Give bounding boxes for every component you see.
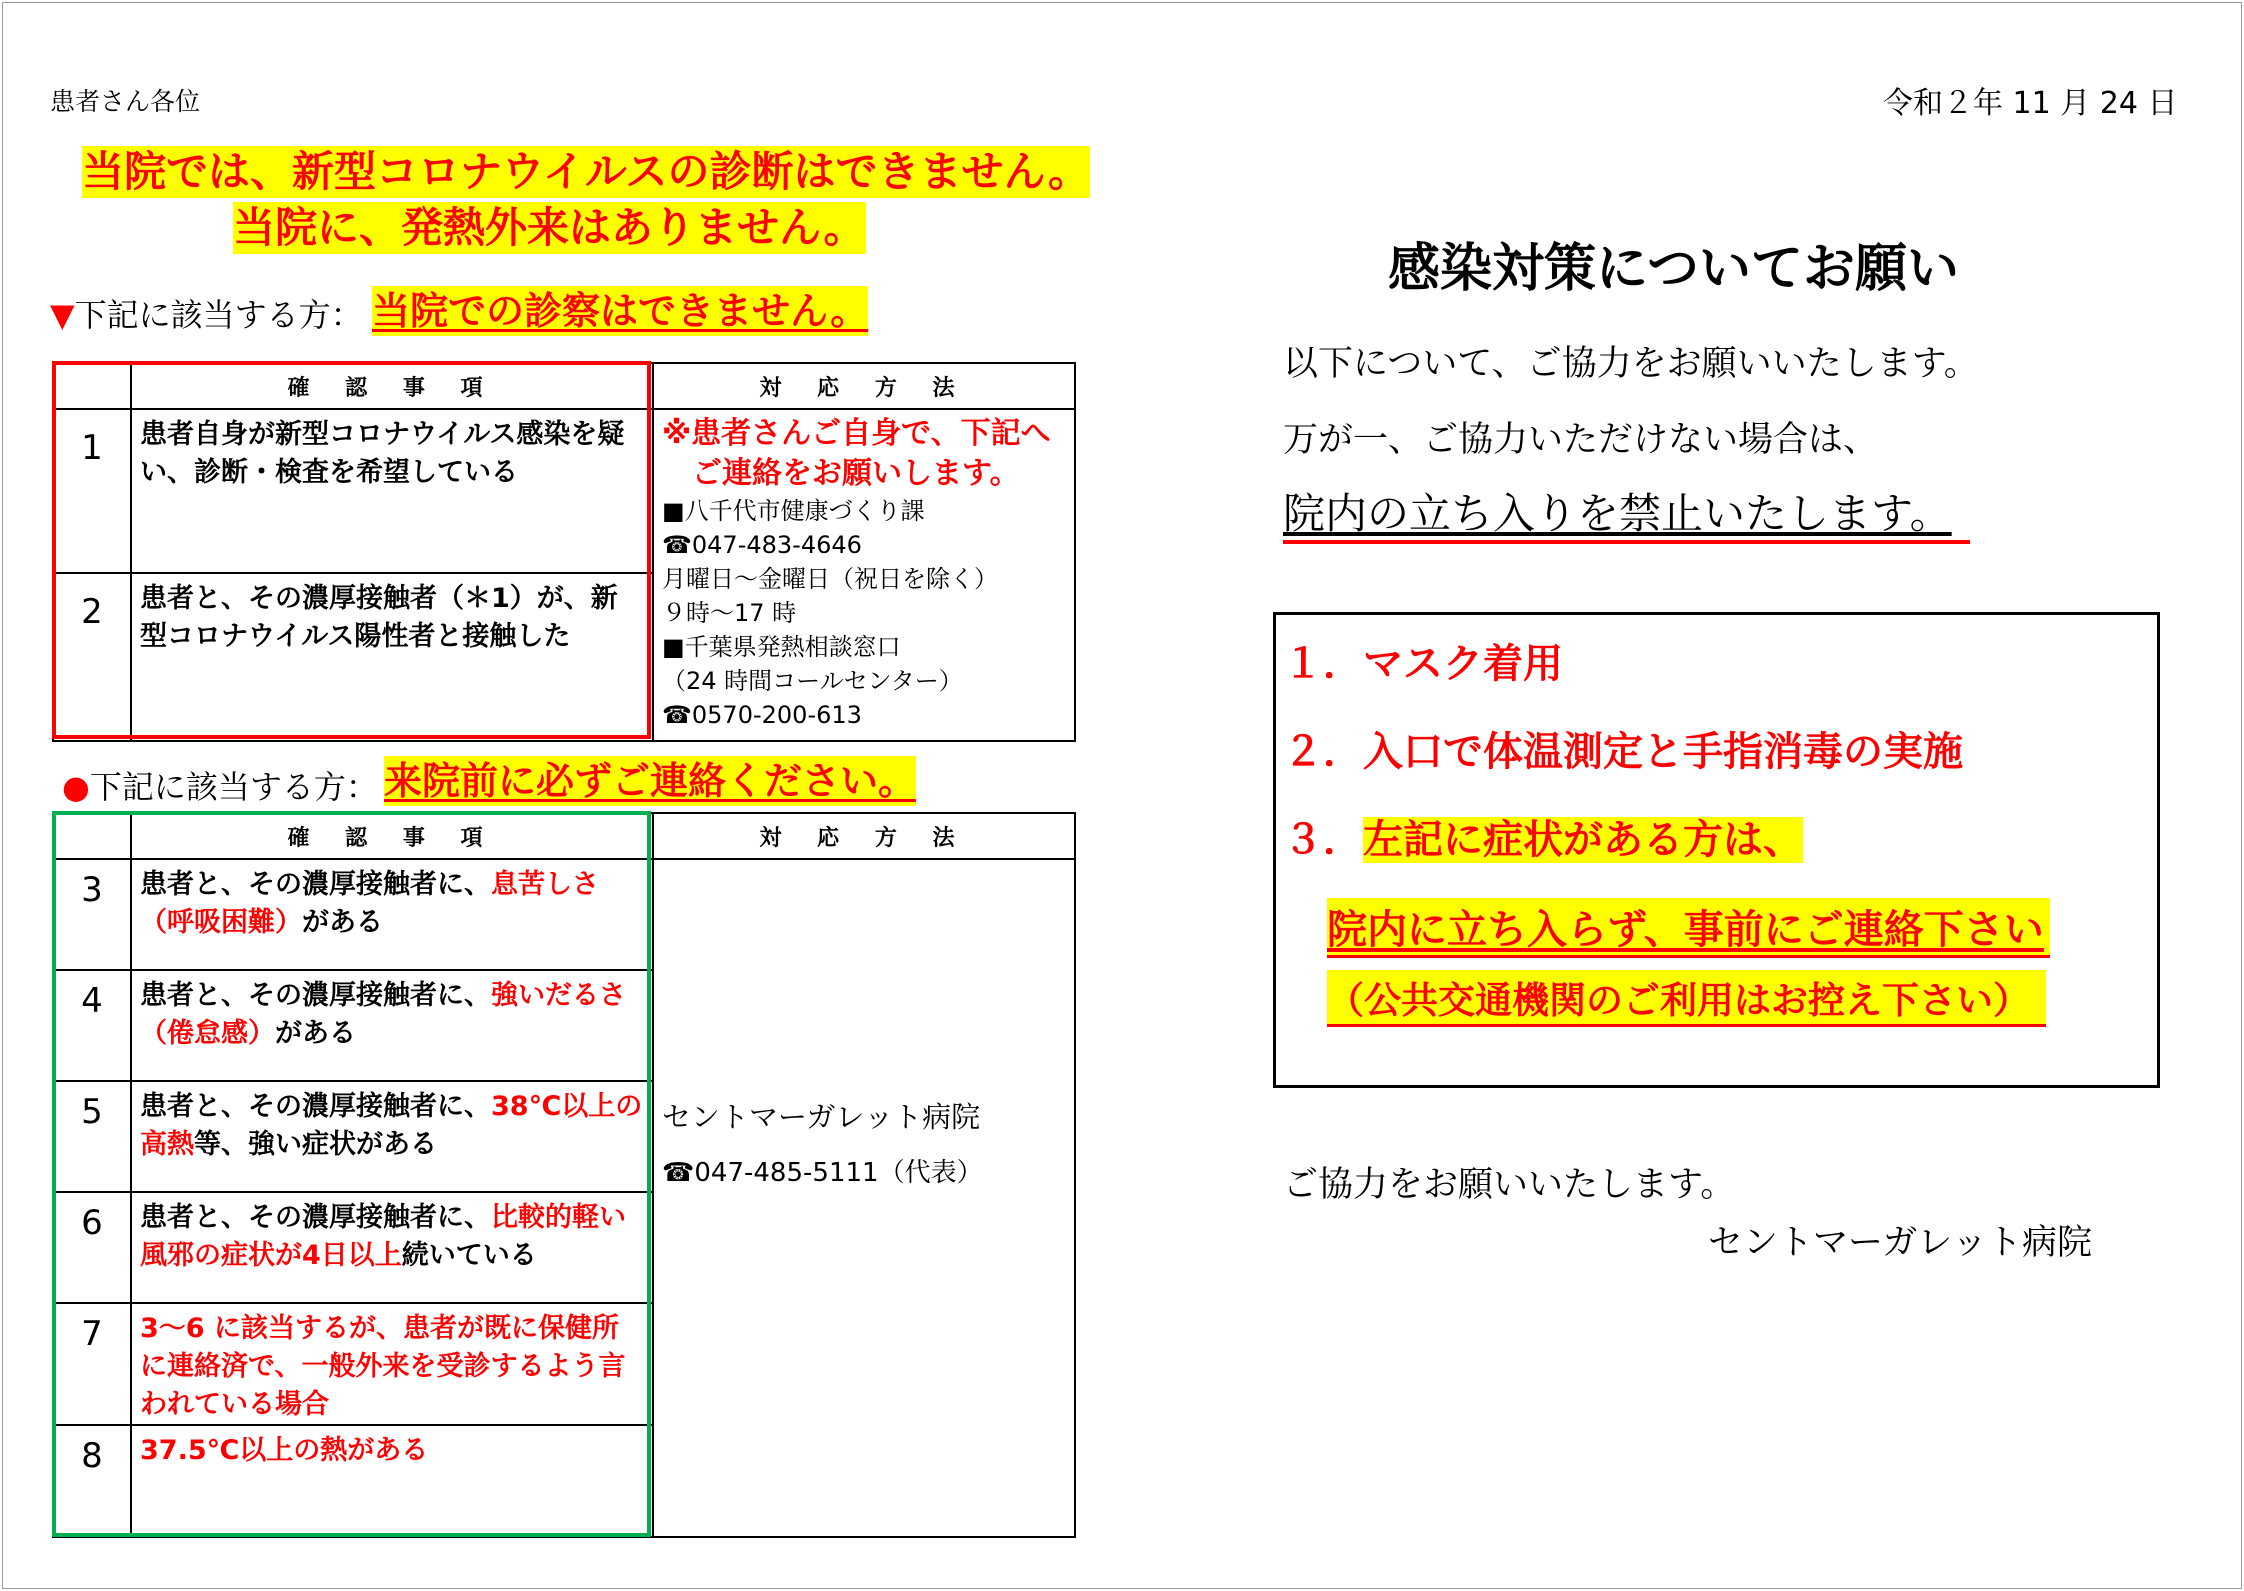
section2-green-outline: [52, 811, 651, 1537]
check-item-3: 患者と、その濃厚接触者に、息苦しさ（呼吸困難）がある: [131, 859, 653, 970]
org-chiba-note: （24 時間コールセンター）: [662, 667, 963, 695]
tel-chiba: ☎0570-200-613: [662, 701, 862, 729]
section2-label: 下記に該当する方：: [89, 768, 378, 806]
table1-header-method: 対 応 方 法: [653, 363, 1075, 409]
section1-red-outline: [52, 361, 651, 739]
hospital-tel: ☎047-485-5111（代表）: [662, 1158, 983, 1188]
notice-line-2: 当院に、発熱外来はありません。: [233, 203, 866, 252]
triangle-marker-icon: ▼: [50, 296, 75, 334]
table2-header-item: 確 認 事 項: [131, 813, 653, 859]
row-number: 7: [53, 1303, 131, 1425]
right-title: 感染対策についてお願い: [1388, 239, 1959, 299]
notice-line-1: 当院では、新型コロナウイルスの診断はできません。: [82, 147, 1091, 196]
measure-mask: １．マスク着用: [1283, 641, 1563, 687]
contact-method-cell: [653, 409, 1075, 741]
document-date: 令和２年 11 月 24 日: [1883, 86, 2178, 121]
row-number: 6: [53, 1192, 131, 1303]
signature: セントマーガレット病院: [1708, 1223, 2092, 1263]
entry-prohibited-text: 院内の立ち入りを禁止いたします。: [1283, 489, 1952, 538]
check-item-7: 3～6 に該当するが、患者が既に保健所に連絡済で、一般外来を受診するよう言われている場合: [131, 1303, 653, 1425]
check-item-6: 患者と、その濃厚接触者に、比較的軽い風邪の症状が4日以上続いている: [131, 1192, 653, 1303]
table2-header-method: 対 応 方 法: [653, 813, 1075, 859]
hospital-contact-cell: [653, 859, 1075, 1537]
row-number: 5: [53, 1081, 131, 1192]
row-number: 1: [53, 409, 131, 573]
check-item-1: 患者自身が新型コロナウイルス感染を疑い、診断・検査を希望している: [131, 409, 653, 573]
method-note-1: ※患者さんご自身で、下記へ: [662, 416, 1051, 451]
check-item-4: 患者と、その濃厚接触者に、強いだるさ（倦怠感）がある: [131, 970, 653, 1081]
row-number: 2: [53, 573, 131, 741]
addressee: 患者さん各位: [50, 87, 201, 116]
section1-highlight: 当院での診察はできません。: [372, 286, 868, 336]
row-number: 8: [53, 1425, 131, 1537]
section2-highlight: 来院前に必ずご連絡ください。: [384, 756, 916, 806]
tel-yachiyo: ☎047-483-4646: [662, 531, 862, 559]
circle-marker-icon: ●: [62, 768, 90, 806]
hours-time: ９時～17 時: [662, 599, 797, 627]
measure-symptoms: ３．左記に症状がある方は、: [1283, 817, 1803, 863]
table1-header-item: 確 認 事 項: [131, 363, 653, 409]
check-item-2: 患者と、その濃厚接触者（＊1）が、新型コロナウイルス陽性者と接触した: [131, 573, 653, 741]
check-item-8: 37.5℃以上の熱がある: [131, 1425, 653, 1537]
right-paragraph-1: 以下について、ご協力をお願いいたします。: [1283, 344, 1979, 384]
org-chiba: ■千葉県発熱相談窓口: [662, 633, 901, 661]
org-yachiyo: ■八千代市健康づくり課: [662, 497, 925, 525]
right-paragraph-3: [1283, 488, 1970, 544]
check-item-5: 患者と、その濃厚接触者に、38℃以上の高熱等、強い症状がある: [131, 1081, 653, 1192]
measure-temperature: ２．入口で体温測定と手指消毒の実施: [1283, 729, 1963, 775]
right-paragraph-2: 万が一、ご協力いただけない場合は、: [1283, 420, 1879, 460]
section2-heading: [62, 762, 378, 808]
hours-weekdays: 月曜日～金曜日（祝日を除く）: [662, 565, 998, 593]
hospital-name: セントマーガレット病院: [662, 1100, 981, 1134]
section1-label: 下記に該当する方：: [74, 296, 363, 334]
measure-contact-beforehand: 院内に立ち入らず、事前にご連絡下さい: [1327, 898, 2050, 958]
measure-public-transport: （公共交通機関のご利用はお控え下さい）: [1327, 970, 2046, 1027]
row-number: 3: [53, 859, 131, 970]
section1-heading: [50, 290, 363, 336]
row-number: 4: [53, 970, 131, 1081]
method-note-2: ご連絡をお願いします。: [692, 456, 1020, 491]
closing-text: ご協力をお願いいたします。: [1283, 1165, 1736, 1205]
